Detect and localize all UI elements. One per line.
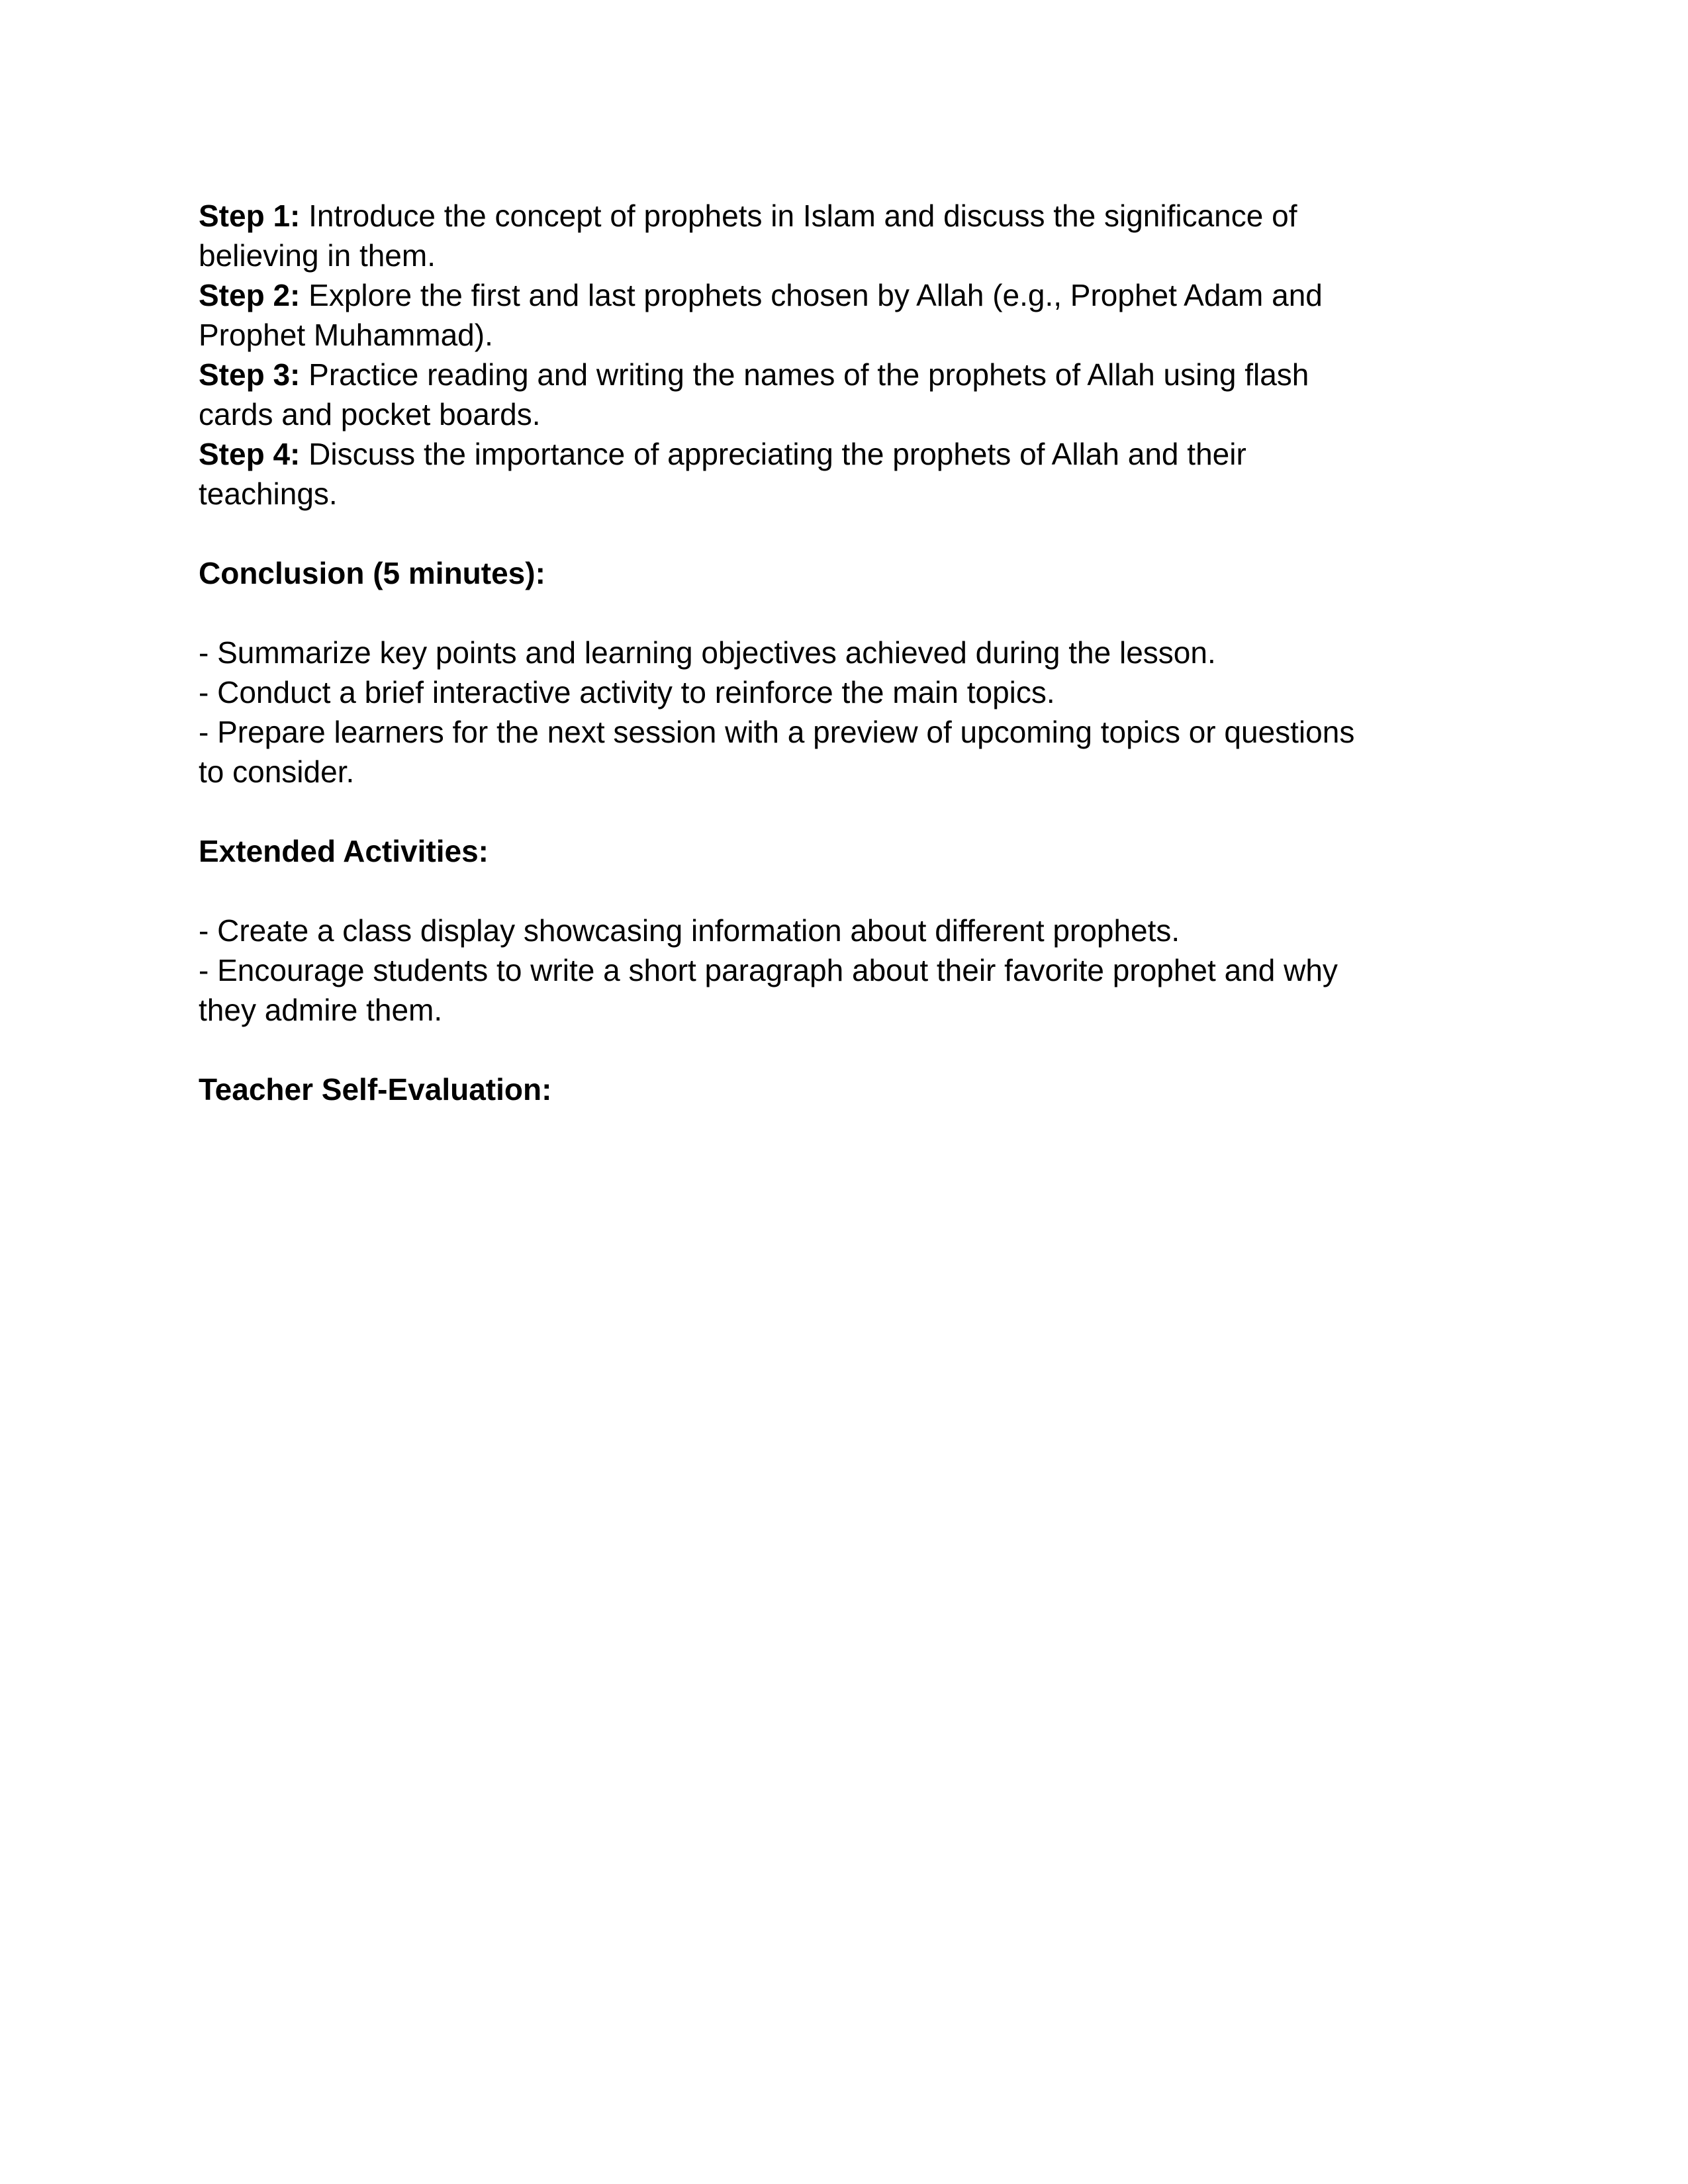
step-4-label: Step 4: [199, 437, 301, 471]
step-3-label: Step 3: [199, 357, 301, 392]
blank-line [199, 792, 1496, 831]
step-3-text-2: cards and pocket boards. [199, 397, 541, 432]
step-2-text: Explore the first and last prophets chosen by Allah (e.g., Prophet Adam and [300, 278, 1323, 312]
step-2-line [199, 275, 1496, 315]
bullet-create-display-text: - Create a class display showcasing information about different prophets. [199, 913, 1180, 948]
step-1-text: Introduce the concept of prophets in Islam and discuss the significance of [300, 199, 1297, 233]
conclusion-heading-text: Conclusion (5 minutes): [199, 556, 545, 590]
step-2-label: Step 2: [199, 278, 301, 312]
step-1-label: Step 1: [199, 199, 301, 233]
blank-line [199, 514, 1496, 553]
bullet-summarize [199, 633, 1496, 672]
bullet-conduct [199, 672, 1496, 712]
bullet-prepare-text: - Prepare learners for the next session with a preview of upcoming topics or questions [199, 715, 1355, 749]
bullet-summarize-text: - Summarize key points and learning objectives achieved during the lesson. [199, 635, 1216, 670]
teacher-self-evaluation-heading-text: Teacher Self-Evaluation: [199, 1072, 552, 1107]
blank-line [199, 593, 1496, 633]
extended-activities-heading [199, 831, 1496, 871]
conclusion-heading [199, 553, 1496, 593]
step-4-text-2: teachings. [199, 477, 338, 511]
bullet-encourage-text-2: they admire them. [199, 993, 443, 1027]
bullet-create-display [199, 911, 1496, 950]
step-2-continuation [199, 315, 1496, 355]
document-content [199, 196, 1496, 1109]
blank-line [199, 871, 1496, 911]
step-3-continuation [199, 394, 1496, 434]
step-2-text-2: Prophet Muhammad). [199, 318, 493, 352]
step-4-continuation [199, 474, 1496, 514]
extended-activities-heading-text: Extended Activities: [199, 834, 489, 868]
blank-line [199, 1030, 1496, 1069]
bullet-encourage-continuation [199, 990, 1496, 1030]
bullet-conduct-text: - Conduct a brief interactive activity to reinforce the main topics. [199, 675, 1055, 709]
bullet-encourage-paragraph-text: - Encourage students to write a short paragraph about their favorite prophet and why [199, 953, 1338, 987]
step-4-text: Discuss the importance of appreciating the prophets of Allah and their [300, 437, 1246, 471]
step-3-line [199, 355, 1496, 394]
bullet-encourage-paragraph [199, 950, 1496, 990]
bullet-prepare [199, 712, 1496, 752]
step-1-text-2: believing in them. [199, 238, 436, 273]
teacher-self-evaluation-heading [199, 1069, 1496, 1109]
step-4-line [199, 434, 1496, 474]
step-1-continuation [199, 236, 1496, 275]
bullet-prepare-text-2: to consider. [199, 754, 355, 789]
bullet-prepare-continuation [199, 752, 1496, 792]
step-3-text: Practice reading and writing the names of the prophets of Allah using flash [300, 357, 1309, 392]
step-1-line [199, 196, 1496, 236]
